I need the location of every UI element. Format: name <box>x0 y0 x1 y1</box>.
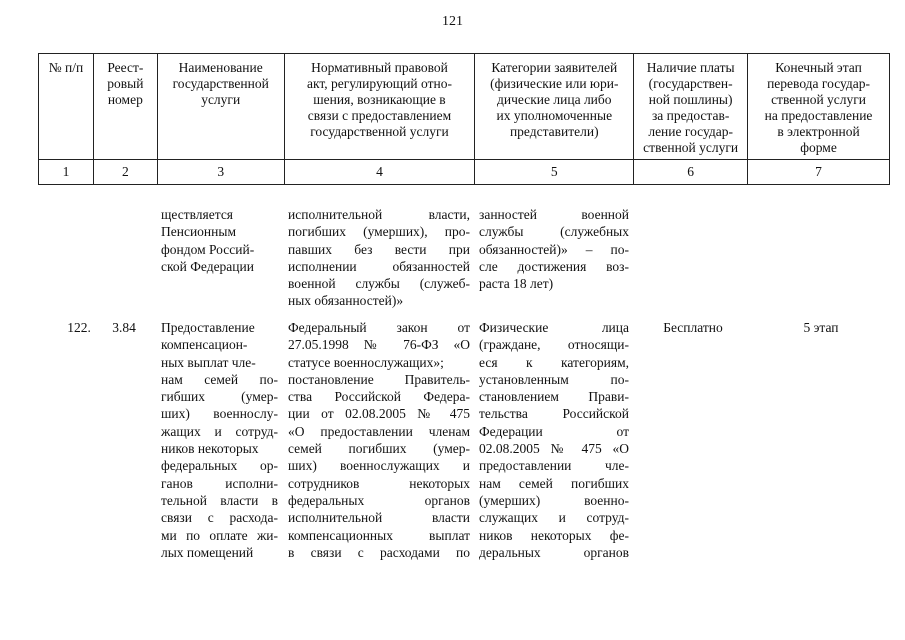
text-line: сле достижения воз- <box>479 258 629 274</box>
text-line: федеральных органов <box>288 492 470 508</box>
text-line: ников некоторых фе- <box>479 527 629 543</box>
column-number-row <box>39 160 890 185</box>
text-line: компенсацион- <box>161 337 248 353</box>
text-line: деральных органов <box>479 544 629 560</box>
header-line: ной пошлины) <box>648 92 733 107</box>
table-header <box>38 53 890 185</box>
text-line: Федеральный закон от <box>288 320 470 335</box>
column-number: 4 <box>284 160 475 185</box>
text-line: ской Федерации <box>161 258 254 274</box>
column-number: 5 <box>475 160 634 185</box>
text-line: ников некоторых <box>161 441 259 457</box>
entry-number: 122. <box>67 320 91 335</box>
text-line: семей погибших (умер- <box>288 441 470 457</box>
entry-fee: Бесплатно <box>663 320 723 335</box>
continuation-applicants <box>479 206 629 292</box>
text-line: установленным по- <box>479 371 629 387</box>
header-line: на предоставление <box>764 108 873 123</box>
header-line: Наличие платы <box>646 60 735 75</box>
text-line: жащих и сотруд- <box>161 423 278 439</box>
text-line: ми по оплате жи- <box>161 527 278 543</box>
header-line: государственной <box>172 76 269 91</box>
text-line: службы (служебных <box>479 224 629 240</box>
header-line: номер <box>107 92 143 107</box>
header-line: услуги <box>201 92 241 107</box>
text-line: тельства Российской <box>479 406 629 422</box>
text-line: Пенсионным <box>161 224 236 240</box>
header-cell-legal-act <box>284 54 475 160</box>
header-cell-registry <box>93 54 157 160</box>
header-line: дические лица либо <box>497 92 612 107</box>
entry-legal-act <box>288 319 470 561</box>
text-line: обязанностей)» – по- <box>479 241 629 257</box>
column-number: 7 <box>748 160 890 185</box>
text-line: исполнительной власти <box>288 510 470 526</box>
header-line: № п/п <box>48 60 84 75</box>
column-number: 6 <box>634 160 748 185</box>
text-line: раста 18 лет) <box>479 276 554 292</box>
text-line: ществляется <box>161 207 234 222</box>
text-line: нам семей погибших <box>479 475 629 491</box>
text-line: тельной власти в <box>161 492 278 508</box>
entry-final-stage: 5 этап <box>803 320 839 335</box>
text-line: 27.05.1998 № 76-ФЗ «О <box>288 337 470 353</box>
text-line: ганов исполни- <box>161 475 278 491</box>
entry-applicants <box>479 319 629 561</box>
text-line: ции от 02.08.2005 № 475 <box>288 406 470 422</box>
text-line: служащих и сотруд- <box>479 510 629 526</box>
header-line: Наименование <box>178 60 263 75</box>
entry-service-name <box>161 319 278 561</box>
header-cell-number <box>39 54 94 160</box>
header-line: (государствен- <box>648 76 733 91</box>
header-line: Категории заявителей <box>491 60 618 75</box>
text-line: сотрудников некоторых <box>288 475 470 491</box>
text-line: «О предоставлении членам <box>288 423 470 439</box>
text-line: становлением Прави- <box>479 389 629 405</box>
page-number: 121 <box>442 14 463 29</box>
text-line: статусе военнослужащих»; <box>288 354 444 370</box>
text-line: погибших (умерших), про- <box>288 224 470 240</box>
header-cell-fee <box>634 54 748 160</box>
header-line: их уполномоченные <box>496 108 613 123</box>
header-line: Реест- <box>107 60 144 75</box>
text-line: павших без вести при <box>288 241 470 257</box>
header-line: акт, регулирующий отно- <box>306 76 452 91</box>
header-line: шения, возникающие в <box>313 92 446 107</box>
text-line: (умерших) военно- <box>479 492 629 508</box>
text-line: 02.08.2005 № 475 «О <box>479 441 629 457</box>
continuation-legal-act <box>288 206 470 310</box>
text-line: Предоставление <box>161 320 255 335</box>
text-line: (граждане, относящи- <box>479 337 629 353</box>
column-number: 3 <box>157 160 284 185</box>
text-line: постановление Правитель- <box>288 371 470 387</box>
header-row <box>39 54 890 160</box>
text-line: Федерации от <box>479 423 629 439</box>
text-line: ших) военнослужащих и <box>288 458 470 474</box>
text-line: исполнении обязанностей <box>288 258 470 274</box>
text-line: Физические лица <box>479 320 629 335</box>
continuation-service-name <box>161 206 278 275</box>
text-line: связи с расхода- <box>161 510 278 526</box>
text-line: предоставлении чле- <box>479 458 629 474</box>
text-line: лых помещений <box>161 544 254 560</box>
header-line: представители) <box>509 124 599 139</box>
text-line: ных обязанностей)» <box>288 293 404 309</box>
header-line: в электронной <box>777 124 860 139</box>
header-line: Нормативный правовой <box>311 60 448 75</box>
header-line: ственной услуги <box>643 140 739 155</box>
header-cell-applicants <box>475 54 634 160</box>
header-line: ление государ- <box>648 124 733 139</box>
header-line: ственной услуги <box>771 92 867 107</box>
entry-registry-number: 3.84 <box>112 320 136 335</box>
header-line: форме <box>800 140 837 155</box>
text-line: федеральных ор- <box>161 458 278 474</box>
header-line: (физические или юри- <box>490 76 619 91</box>
text-line: компенсационных выплат <box>288 527 470 543</box>
header-line: Конечный этап <box>775 60 862 75</box>
text-line: ших) военнослу- <box>161 406 278 422</box>
text-line: фондом Россий- <box>161 241 255 257</box>
text-line: еся к категориям, <box>479 354 629 370</box>
header-line: ровый <box>107 76 144 91</box>
text-line: в связи с расходами по <box>288 544 470 560</box>
text-line: нам семей по- <box>161 371 278 387</box>
header-cell-service-name <box>157 54 284 160</box>
text-line: ства Российской Федера- <box>288 389 470 405</box>
column-number: 2 <box>93 160 157 185</box>
header-line: связи с предоставлением <box>307 108 452 123</box>
header-cell-final-stage <box>748 54 890 160</box>
text-line: занностей военной <box>479 207 629 222</box>
text-line: гибших (умер- <box>161 389 278 405</box>
text-line: ных выплат чле- <box>161 354 256 370</box>
text-line: военной службы (служеб- <box>288 276 470 292</box>
column-number: 1 <box>39 160 94 185</box>
header-line: государственной услуги <box>310 124 449 139</box>
header-line: за предостав- <box>651 108 730 123</box>
text-line: исполнительной власти, <box>288 207 470 222</box>
header-line: перевода государ- <box>767 76 871 91</box>
